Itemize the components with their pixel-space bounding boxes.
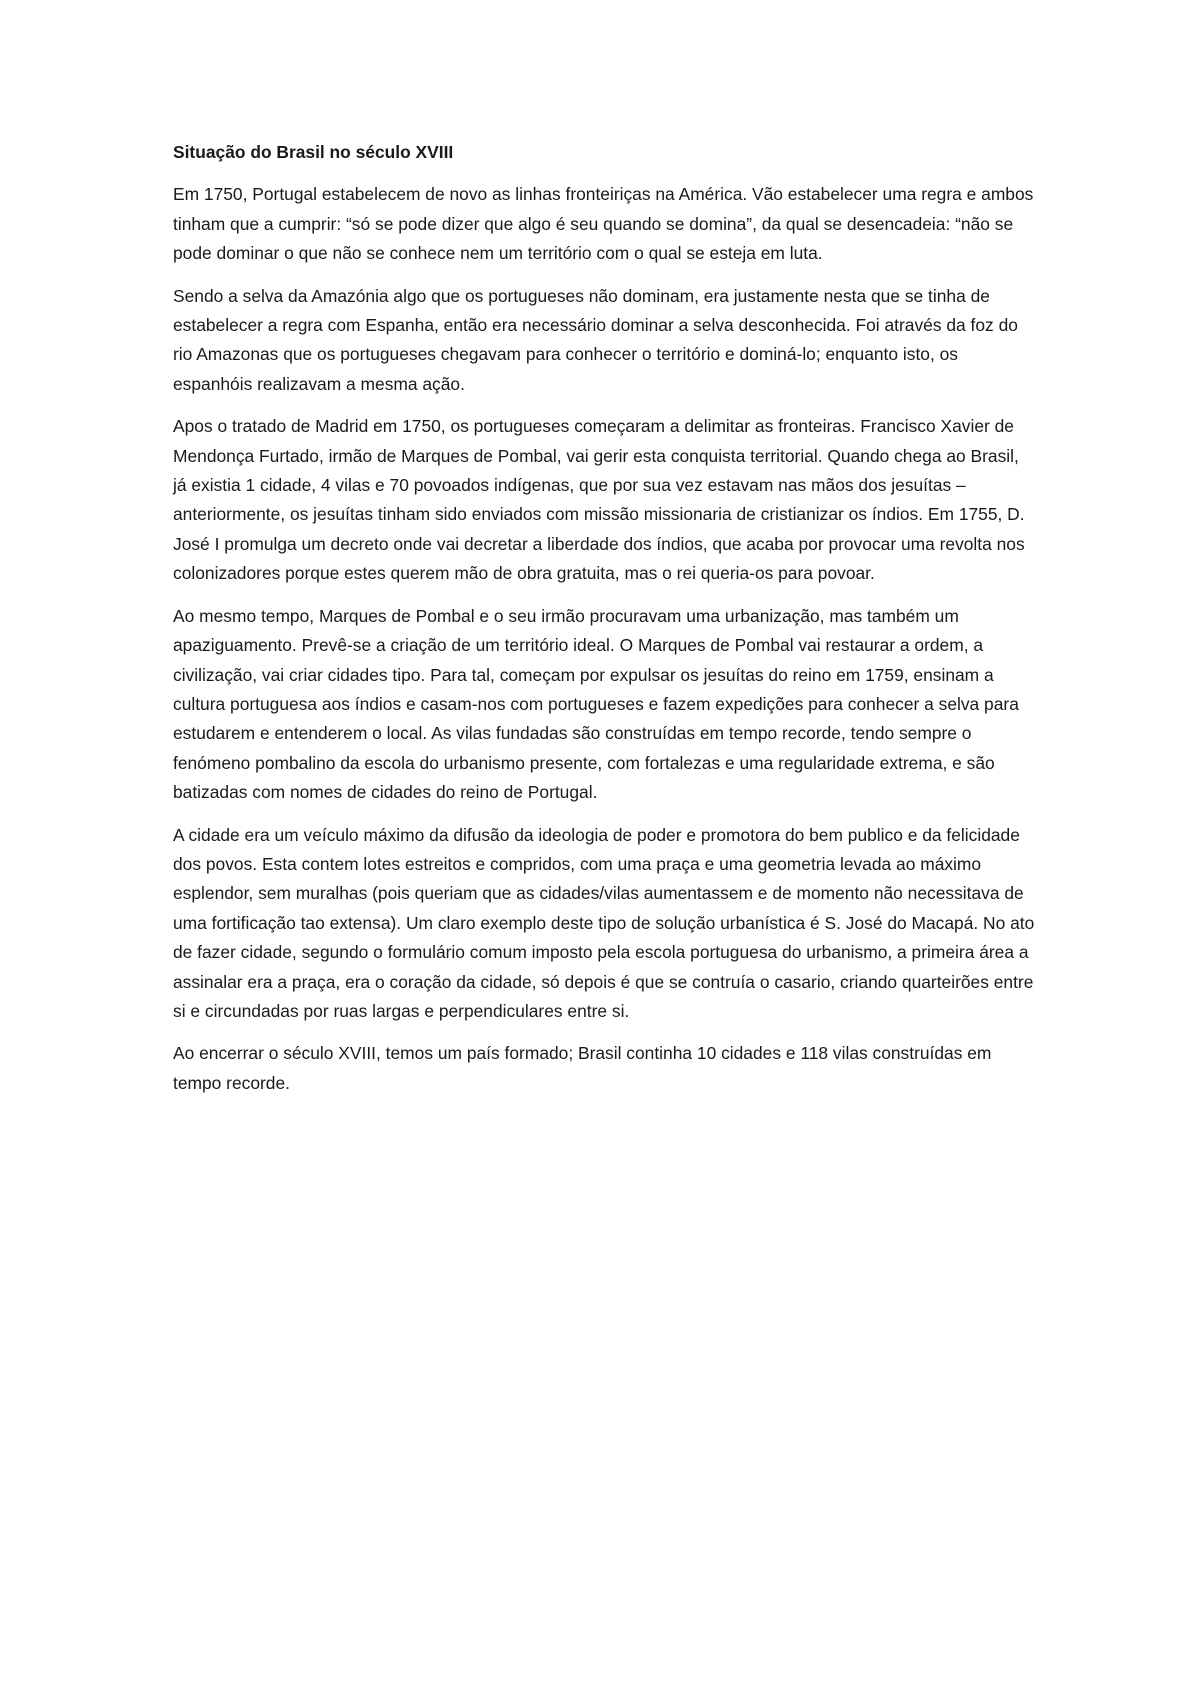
paragraph-4: Ao mesmo tempo, Marques de Pombal e o seu irmão procuravam uma urbanização, mas também um apaziguamento. Prevê-se a criação de um território ideal. O Marques de Pombal vai restaurar a ordem, a civilização, vai criar cidades tipo. Para tal, começam por expulsar os jesuítas do reino em 1759, ensinam a cultura portuguesa aos índios e casam-nos com portugueses e fazem expedições para conhecer a selva para estudarem e entenderem o local. As vilas fundadas são construídas em tempo recorde, tendo sempre o fenómeno pombalino da escola do urbanismo presente, com fortalezas e uma regularidade extrema, e são batizadas com nomes de cidades do reino de Portugal. bbox=[173, 605, 1019, 803]
paragraph-2: Sendo a selva da Amazónia algo que os portugueses não dominam, era justamente nesta que se tinha de estabelecer a regra com Espanha, então era necessário dominar a selva desconhecida. Foi através da foz do rio Amazonas que os portugueses chegavam para conhecer o território e dominá-lo; enquanto isto, os espanhóis realizavam a mesma ação. bbox=[173, 285, 1018, 394]
document-title: Situação do Brasil no século XVIII bbox=[173, 142, 454, 162]
document-page bbox=[173, 138, 1035, 1111]
paragraph-6: Ao encerrar o século XVIII, temos um país formado; Brasil continha 10 cidades e 118 vilas construídas em tempo recorde. bbox=[173, 1043, 992, 1093]
paragraph-1: Em 1750, Portugal estabelecem de novo as linhas fronteiriças na América. Vão estabelecer uma regra e ambos tinham que a cumprir: “só se pode dizer que algo é seu quando se domina”, da qual se desencadeia: “não se pode dominar o que não se conhece nem um território com o qual se esteja em luta. bbox=[173, 184, 1034, 264]
paragraph-5: A cidade era um veículo máximo da difusão da ideologia de poder e promotora do bem publico e da felicidade dos povos. Esta contem lotes estreitos e compridos, com uma praça e uma geometria levada ao máximo esplendor, sem muralhas (pois queriam que as cidades/vilas aumentassem e de momento não necessitava de uma fortificação tao extensa). Um claro exemplo deste tipo de solução urbanística é S. José do Macapá. No ato de fazer cidade, segundo o formulário comum imposto pela escola portuguesa do urbanismo, a primeira área a assinalar era a praça, era o coração da cidade, só depois é que se contruía o casario, criando quarteirões entre si e circundadas por ruas largas e perpendiculares entre si. bbox=[173, 824, 1035, 1021]
paragraph-3: Apos o tratado de Madrid em 1750, os portugueses começaram a delimitar as fronteiras. Francisco Xavier de Mendonça Furtado, irmão de Marques de Pombal, vai gerir esta conquista territorial. Quando chega ao Brasil, já existia 1 cidade, 4 vilas e 70 povoados indígenas, que por sua vez estavam nas mãos dos jesuítas – anteriormente, os jesuítas tinham sido enviados com missão missionaria de cristianizar os índios. Em 1755, D. José I promulga um decreto onde vai decretar a liberdade dos índios, que acaba por provocar uma revolta nos colonizadores porque estes querem mão de obra gratuita, mas o rei queria-os para povoar. bbox=[173, 416, 1025, 584]
